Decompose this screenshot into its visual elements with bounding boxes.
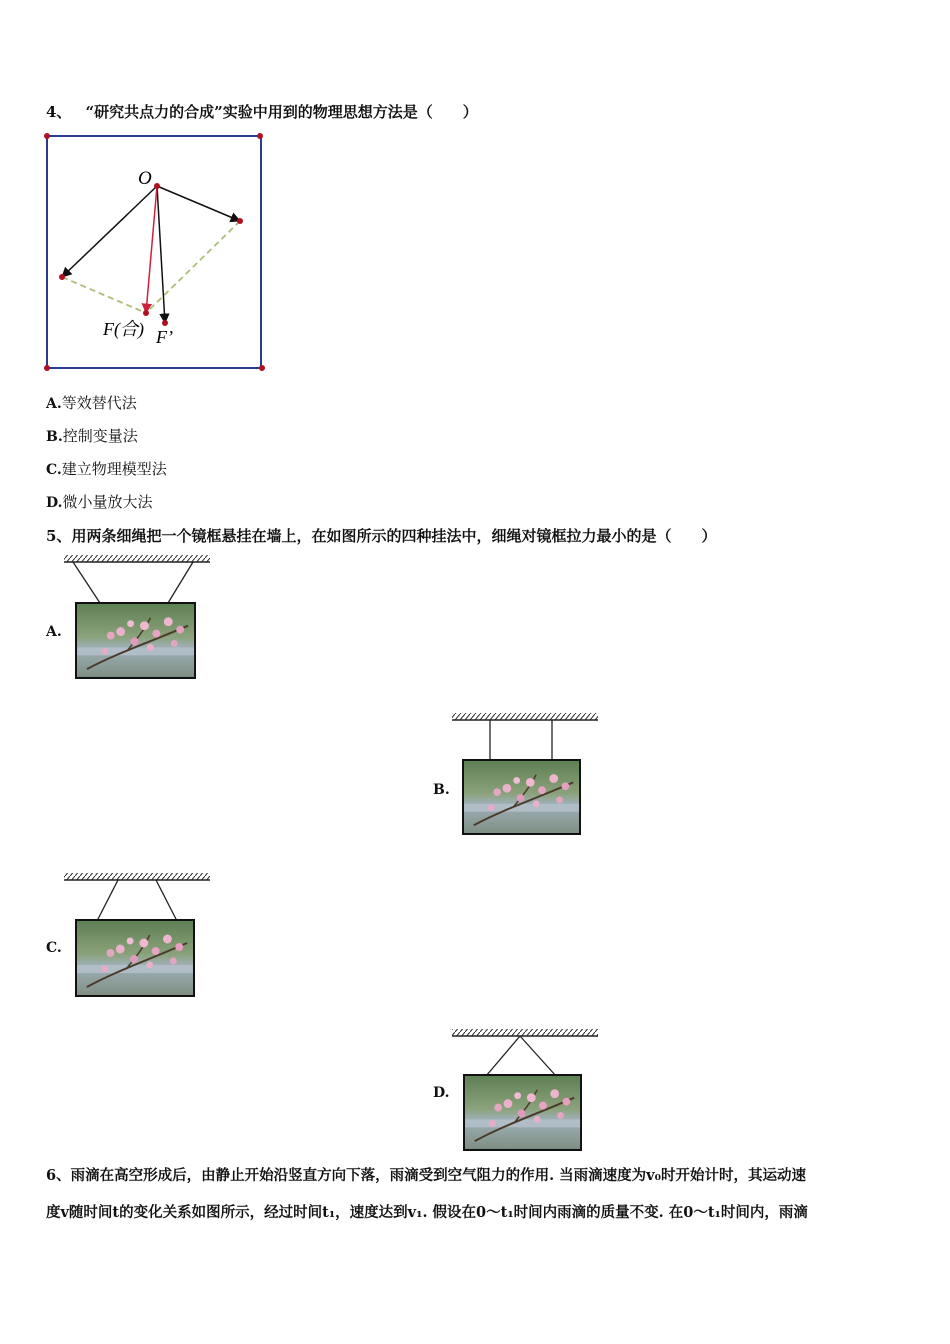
option-text: 微小量放大法 [62, 493, 153, 511]
option-text: 等效替代法 [61, 394, 137, 412]
framed-photo [465, 1076, 580, 1149]
ceiling-hatch [64, 873, 210, 880]
rope-right [520, 1036, 556, 1076]
ceiling-hatch [452, 1029, 598, 1036]
option-text: 建立物理模型法 [61, 460, 167, 478]
ceiling-hatch [452, 713, 598, 720]
hanging-a[interactable] [64, 555, 210, 679]
hanging-d[interactable] [452, 1029, 598, 1151]
label-o: O [138, 168, 152, 189]
q5-option-b-label[interactable]: B. [433, 782, 450, 798]
q6-number: 6、 [46, 1167, 71, 1184]
option-letter: C. [46, 462, 62, 478]
label-f-combined: F(合) [103, 319, 144, 339]
option-letter: D. [46, 495, 63, 511]
q6-line-2: 度v随时间t的变化关系如图所示，经过时间t₁，速度达到v₁. 假设在0～t₁时间内雨滴的质量不变. 在0～t₁时间内，雨滴 [46, 1204, 808, 1221]
q5-option-d-label[interactable]: D. [433, 1085, 450, 1101]
q4-number: 4、 [46, 103, 72, 121]
rope-left [73, 562, 100, 603]
rope-left [97, 880, 118, 921]
q5-number: 5、 [46, 527, 72, 545]
q5-stem-text: 用两条细绳把一个镜框悬挂在墙上，在如图所示的四种挂法中，细绳对镜框拉力最小的是（ ） [71, 527, 717, 545]
hanging-b[interactable] [452, 713, 598, 835]
ceiling-hatch [64, 555, 210, 562]
rope-left [486, 1036, 520, 1076]
option-letter: A. [46, 396, 62, 412]
framed-photo [77, 604, 194, 677]
rope-right [156, 880, 177, 921]
option-letter: B. [46, 429, 63, 445]
q6-text-1: 雨滴在高空形成后，由静止开始沿竖直方向下落，雨滴受到空气阻力的作用. 当雨滴速度为v₀时开始计时，其运动速 [70, 1167, 806, 1184]
q5-option-c-label[interactable]: C. [46, 940, 62, 956]
framed-photo [77, 921, 193, 995]
framed-photo [464, 761, 579, 833]
rope-right [168, 562, 193, 603]
option-text: 控制变量法 [62, 427, 138, 445]
q5-option-a-label[interactable]: A. [46, 624, 62, 640]
q4-stem-text: “研究共点力的合成”实验中用到的物理思想方法是（ ） [85, 103, 478, 121]
label-f-prime: F’ [156, 327, 173, 347]
q6-line-1 [46, 1166, 806, 1186]
hanging-c[interactable] [64, 873, 210, 997]
